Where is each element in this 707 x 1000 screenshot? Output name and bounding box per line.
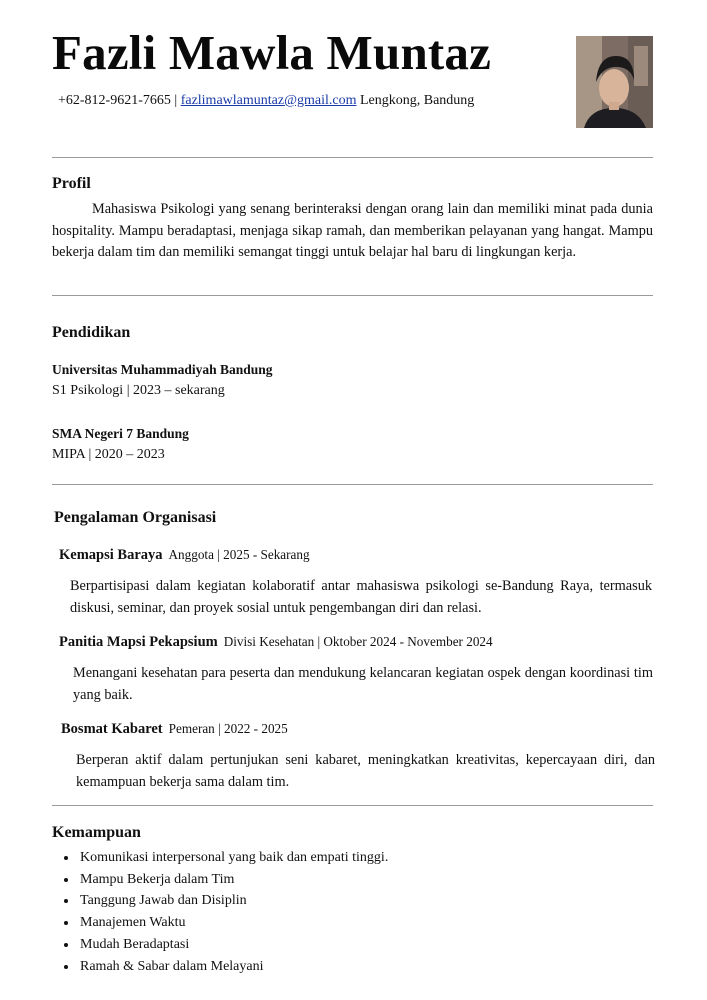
divider bbox=[52, 805, 653, 806]
education-detail: MIPA | 2020 – 2023 bbox=[52, 447, 165, 462]
education-detail: S1 Psikologi | 2023 – sekarang bbox=[52, 383, 225, 398]
org-meta: Divisi Kesehatan | Oktober 2024 - November 2024 bbox=[223, 634, 493, 649]
skills-list bbox=[62, 847, 388, 977]
skill-item: • Tanggung Jawab dan Disiplin bbox=[78, 890, 388, 912]
email-link[interactable]: fazlimawlamuntaz@gmail.com bbox=[180, 93, 357, 108]
profile-photo bbox=[576, 36, 653, 128]
education-school: SMA Negeri 7 Bandung bbox=[52, 426, 189, 441]
org-entry-header bbox=[61, 720, 288, 738]
section-title-kemampuan: Kemampuan bbox=[52, 824, 141, 841]
phone-number: +62-812-9621-7665 | bbox=[58, 93, 181, 108]
org-entry-header bbox=[59, 546, 310, 564]
profile-photo-image bbox=[576, 36, 653, 128]
divider bbox=[52, 484, 653, 485]
org-meta: Pemeran | 2022 - 2025 bbox=[168, 721, 288, 736]
skill-item: • Mudah Beradaptasi bbox=[78, 934, 388, 956]
skill-item: • Ramah & Sabar dalam Melayani bbox=[78, 956, 388, 978]
org-name: Kemapsi Baraya bbox=[59, 547, 163, 563]
profile-text: Mahasiswa Psikologi yang senang berinteraksi dengan orang lain dan memiliki minat pada dunia hospitality. Mampu beradaptasi, menjaga sikap ramah, dan memberikan pelayanan yang hangat. Mampu bekerja dalam tim dan memiliki semangat tinggi untuk belajar hal baru di lingkungan kerja. bbox=[52, 201, 653, 261]
org-description: Menangani kesehatan para peserta dan mendukung kelancaran kegiatan ospek dengan koordinasi tim yang baik. bbox=[73, 665, 653, 703]
section-title-organisasi: Pengalaman Organisasi bbox=[54, 509, 217, 526]
org-name: Bosmat Kabaret bbox=[61, 721, 163, 737]
section-title-profil: Profil bbox=[52, 175, 91, 192]
location: Lengkong, Bandung bbox=[356, 93, 475, 108]
divider bbox=[52, 295, 653, 296]
skill-item: • Manajemen Waktu bbox=[78, 912, 388, 934]
section-title-pendidikan: Pendidikan bbox=[52, 324, 131, 341]
org-description: Berpartisipasi dalam kegiatan kolaboratif antar mahasiswa psikologi se-Bandung Raya, termasuk diskusi, seminar, dan proyek sosial untuk pengembangan diri dan relasi. bbox=[70, 578, 652, 616]
org-description: Berperan aktif dalam pertunjukan seni kabaret, meningkatkan kreativitas, kepercayaan diri, dan kemampuan bekerja sama dalam tim. bbox=[76, 752, 655, 790]
divider bbox=[52, 157, 653, 158]
skill-item: • Komunikasi interpersonal yang baik dan empati tinggi. bbox=[78, 847, 388, 869]
org-meta: Anggota | 2025 - Sekarang bbox=[168, 547, 310, 562]
education-school: Universitas Muhammadiyah Bandung bbox=[52, 362, 273, 377]
resume-name: Fazli Mawla Muntaz bbox=[52, 25, 492, 80]
contact-line bbox=[58, 93, 474, 109]
skill-item: • Mampu Bekerja dalam Tim bbox=[78, 869, 388, 891]
org-entry-header bbox=[59, 633, 493, 651]
org-name: Panitia Mapsi Pekapsium bbox=[59, 634, 218, 650]
